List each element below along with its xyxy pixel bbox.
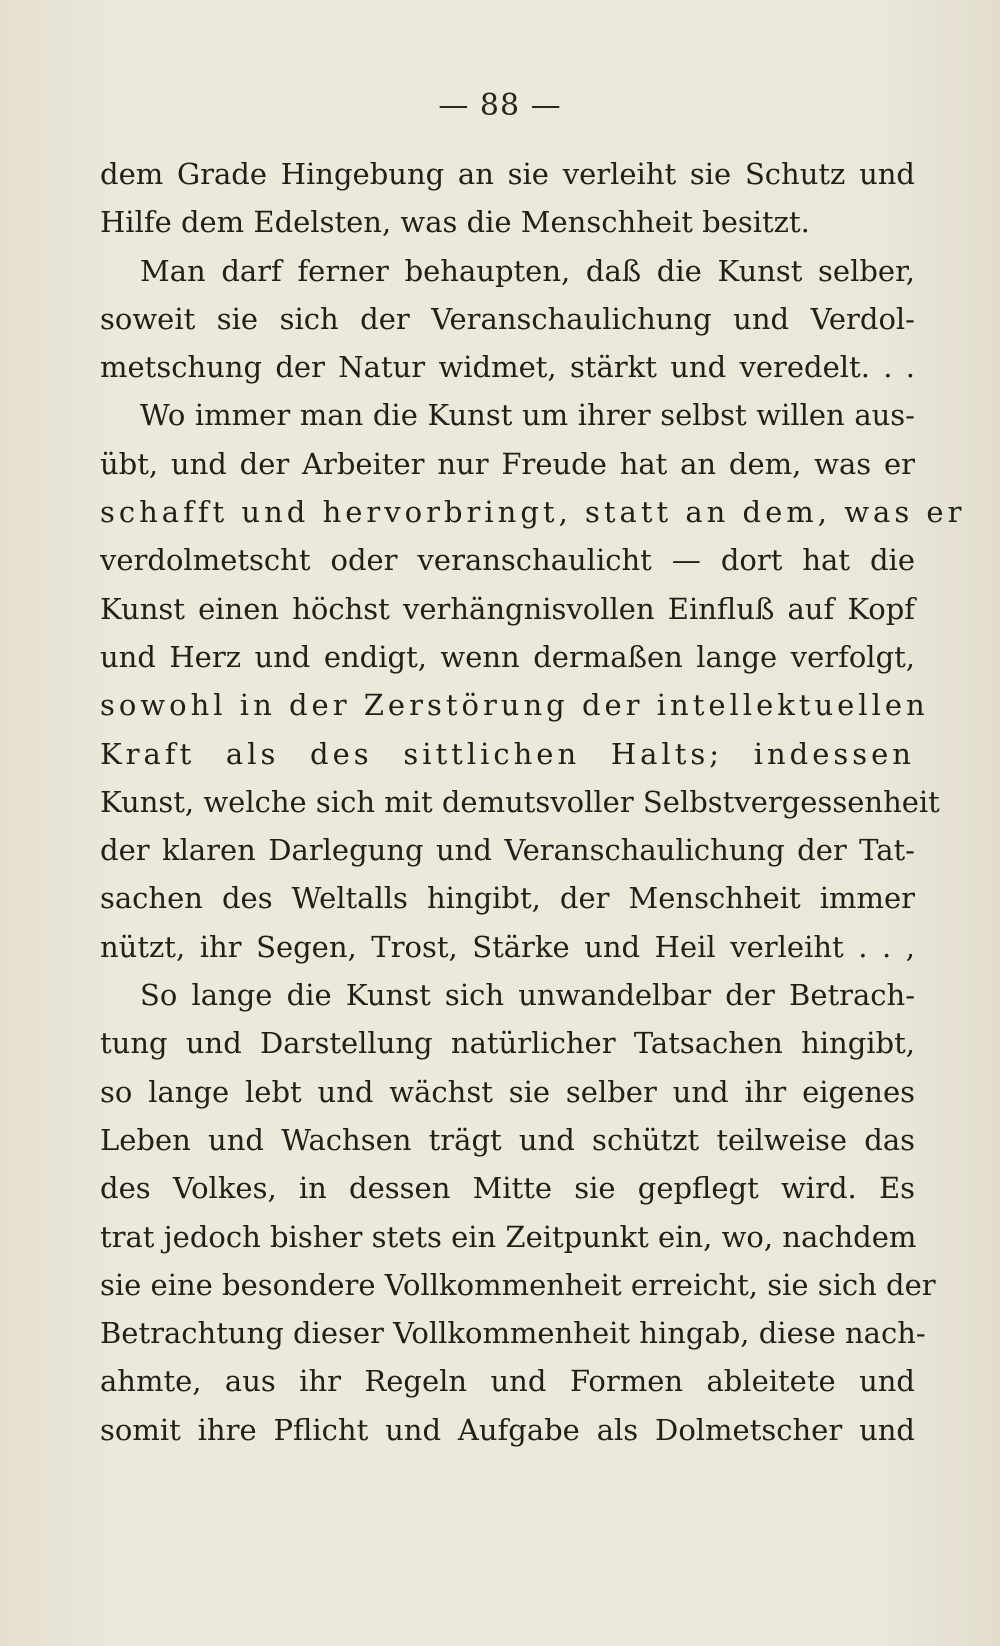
text-line: ahmte, aus ihr Regeln und Formen ableitete und xyxy=(100,1364,915,1399)
text-line: Betrachtung dieser Vollkommenheit hingab, diese nach- xyxy=(100,1316,926,1351)
text-line: Kunst, welche sich mit demutsvoller Selbstvergessenheit xyxy=(100,784,940,819)
text-line: nützt, ihr Segen, Trost, Stärke und Heil verleiht . . , xyxy=(100,929,915,964)
text-line: des Volkes, in dessen Mitte sie gepflegt wird. Es xyxy=(100,1171,915,1206)
text-line: metschung der Natur widmet, stärkt und veredelt. . . xyxy=(100,350,915,385)
text-line: sowohl in der Zerstörung der intellektuellen xyxy=(100,688,929,723)
text-line: somit ihre Pflicht und Aufgabe als Dolmetscher und xyxy=(100,1412,915,1447)
text-line: Man darf ferner behaupten, daß die Kunst selber, xyxy=(140,253,915,288)
text-line: übt, und der Arbeiter nur Freude hat an dem, was er xyxy=(100,446,915,481)
text-line: soweit sie sich der Veranschaulichung und Verdol- xyxy=(100,301,915,336)
text-line: Leben und Wachsen trägt und schützt teilweise das xyxy=(100,1122,915,1157)
text-line: Wo immer man die Kunst um ihrer selbst willen aus- xyxy=(140,398,915,433)
text-line: und Herz und endigt, wenn dermaßen lange verfolgt, xyxy=(100,639,915,674)
text-line: So lange die Kunst sich unwandelbar der Betrach- xyxy=(140,978,915,1013)
text-line: Hilfe dem Edelsten, was die Menschheit besitzt. xyxy=(100,205,810,240)
text-line: dem Grade Hingebung an sie verleiht sie Schutz und xyxy=(100,157,915,191)
body-text xyxy=(100,150,966,1454)
text-line: Kunst einen höchst verhängnisvollen Einfluß auf Kopf xyxy=(100,591,915,626)
text-line: der klaren Darlegung und Veranschaulichung der Tat- xyxy=(100,833,915,868)
text-line: sie eine besondere Vollkommenheit erreicht, sie sich der xyxy=(100,1267,936,1302)
page-number: — 88 — xyxy=(438,88,562,123)
text-line: sachen des Weltalls hingibt, der Menschheit immer xyxy=(100,881,915,916)
text-line: trat jedoch bisher stets ein Zeitpunkt ein, wo, nachdem xyxy=(100,1219,917,1254)
text-line: so lange lebt und wächst sie selber und ihr eigenes xyxy=(100,1074,915,1109)
text-line: tung und Darstellung natürlicher Tatsachen hingibt, xyxy=(100,1026,915,1061)
text-line: verdolmetscht oder veranschaulicht — dort hat die xyxy=(100,543,915,578)
text-line: schafft und hervorbringt, statt an dem, was er xyxy=(100,495,966,530)
text-line: Kraft als des sittlichen Halts; indessen xyxy=(100,736,915,771)
